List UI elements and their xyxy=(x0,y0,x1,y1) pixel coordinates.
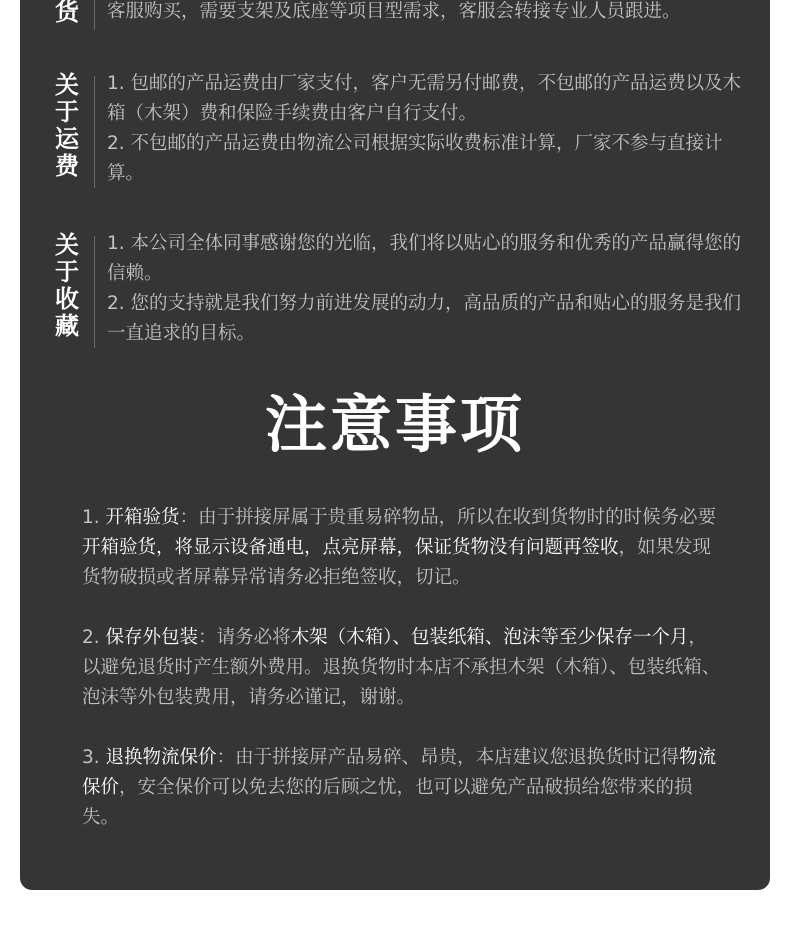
notice-separator: ： xyxy=(179,507,199,528)
section-divider xyxy=(94,0,95,30)
notice-emphasis: 物流保价 xyxy=(82,747,717,798)
notice-emphasis: 木架（木箱）、包装纸箱、泡沫等至少保存一个月 xyxy=(290,627,689,648)
section-title-char: 货 xyxy=(55,0,79,26)
notice-text: ，以避免退货时产生额外费用。退换货物时本店不承担木架（木箱）、包装纸箱、泡沫等外包装费用，请务必谨记，谢谢。 xyxy=(82,627,721,708)
notice-text: 请务必将 xyxy=(216,627,291,648)
notice-text: 由于拼接屏属于贵重易碎物品，所以在收到货物时的时候务必要 xyxy=(198,507,717,528)
notice-emphasis: 开箱验货，将显示设备通电，点亮屏幕，保证货物没有问题再签收 xyxy=(82,537,619,558)
section-title-char: 运 xyxy=(55,125,79,153)
notice-item-insurance xyxy=(82,743,722,833)
section-title xyxy=(52,72,82,180)
notice-separator: ： xyxy=(198,627,217,648)
section-title xyxy=(52,232,82,340)
section-line: 客服购买，需要支架及底座等项目型需求，客服会转接专业人员跟进。 xyxy=(107,1,681,22)
section-line: 1. 包邮的产品运费由厂家支付，客户无需另付邮费，不包邮的产品运费以及木箱（木架）费和保险手续费由客户自行支付。 xyxy=(107,73,742,124)
section-title-char: 于 xyxy=(55,258,79,286)
notice-number: 1. xyxy=(82,507,106,528)
notice-item-inspect xyxy=(82,503,722,593)
section-title xyxy=(52,0,82,26)
notice-item-packaging xyxy=(82,623,722,713)
section-title-char: 藏 xyxy=(55,312,79,340)
notice-paragraph xyxy=(82,503,722,593)
section-body xyxy=(107,229,742,349)
section-line: 2. 不包邮的产品运费由物流公司根据实际收费标准计算，厂家不参与直接计算。 xyxy=(107,133,723,184)
notice-label: 保存外包装 xyxy=(105,627,199,648)
notice-heading: 注意事项 xyxy=(264,388,525,461)
notice-text: ，安全保价可以免去您的后顾之忧，也可以避免产品破损给您带来的损失。 xyxy=(82,777,693,828)
section-title-char: 收 xyxy=(55,285,79,313)
notice-number: 3. xyxy=(82,747,106,768)
info-panel xyxy=(20,0,770,890)
notice-label: 开箱验货 xyxy=(105,507,180,528)
section-divider xyxy=(94,76,95,188)
notice-text: ，如果发现货物破损或者屏幕异常请务必拒绝签收，切记。 xyxy=(82,537,712,588)
section-title-char: 关 xyxy=(55,71,79,99)
section-body xyxy=(107,0,742,27)
section-line: 1. 本公司全体同事感谢您的光临，我们将以贴心的服务和优秀的产品赢得您的信赖。 xyxy=(107,233,742,284)
notice-paragraph xyxy=(82,743,722,833)
notice-separator: ： xyxy=(216,747,236,768)
section-title-char: 费 xyxy=(55,152,79,180)
section-divider xyxy=(94,236,95,348)
notice-number: 2. xyxy=(82,627,106,648)
notice-label: 退换物流保价 xyxy=(105,747,217,768)
notice-paragraph xyxy=(82,623,722,713)
notice-text: 由于拼接屏产品易碎、昂贵，本店建议您退换货时记得 xyxy=(235,747,680,768)
section-title-char: 于 xyxy=(55,98,79,126)
section-body xyxy=(107,69,742,189)
section-line: 2. 您的支持就是我们努力前进发展的动力，高品质的产品和贴心的服务是我们一直追求的目标。 xyxy=(107,293,742,344)
section-title-char: 关 xyxy=(55,231,79,259)
